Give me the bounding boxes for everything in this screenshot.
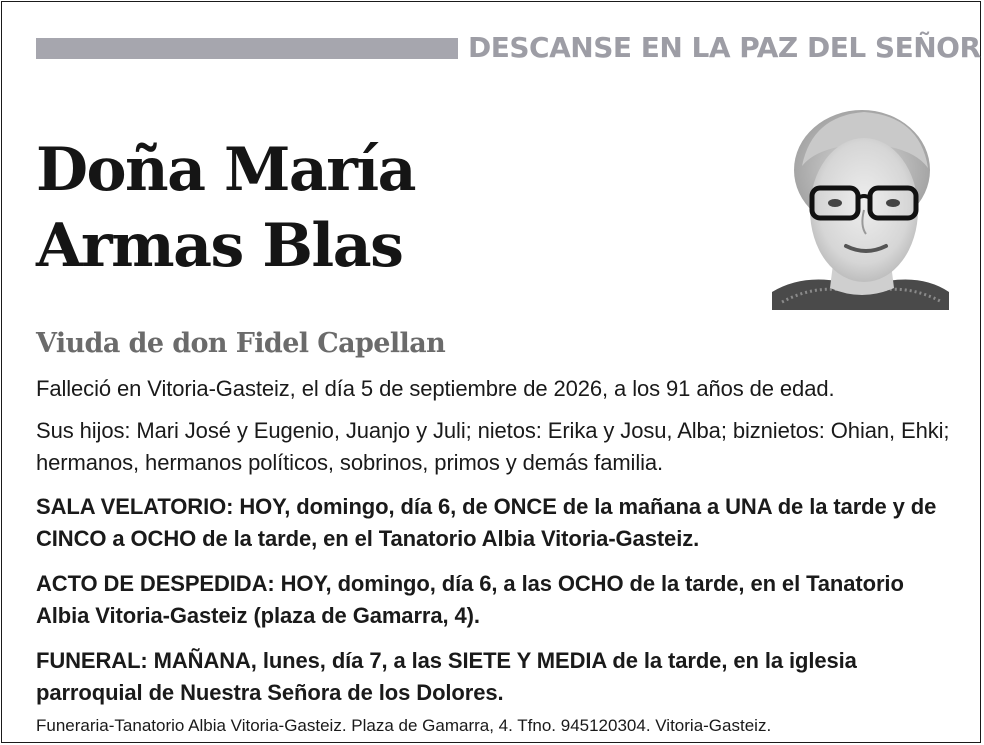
widow-subtitle: Viuda de don Fidel Capellan [36, 328, 446, 359]
name-line-1: Doña María [36, 135, 416, 205]
header-bar [36, 38, 458, 59]
family-list: Sus hijos: Mari José y Eugenio, Juanjo y Juli; nietos: Erika y Josu, Alba; biznietos: Ohian, Ehki; hermanos, hermanos políticos, sobrinos, primos y demás familia. [36, 418, 950, 475]
portrait-photo [772, 106, 949, 310]
name-line-2: Armas Blas [36, 211, 403, 281]
header-title: DESCANSE EN LA PAZ DEL SEÑOR [468, 31, 981, 64]
portrait-illustration [772, 106, 949, 310]
sala-velatorio: SALA VELATORIO: HOY, domingo, día 6, de ONCE de la mañana a UNA de la tarde y de CINCO a OCHO de la tarde, en el Tanatorio Albia Vitoria-Gasteiz. [36, 494, 937, 551]
funeral-home-footer: Funeraria-Tanatorio Albia Vitoria-Gasteiz. Plaza de Gamarra, 4. Tfno. 945120304. Vitoria-Gasteiz. [36, 716, 772, 735]
funeral-notice: FUNERAL: MAÑANA, lunes, día 7, a las SIETE Y MEDIA de la tarde, en la iglesia parroquial de Nuestra Señora de los Dolores. [36, 648, 857, 705]
deceased-name [36, 132, 756, 284]
death-notice: Falleció en Vitoria-Gasteiz, el día 5 de septiembre de 2026, a los 91 años de edad. [36, 376, 835, 401]
acto-despedida: ACTO DE DESPEDIDA: HOY, domingo, día 6, a las OCHO de la tarde, en el Tanatorio Albia Vitoria-Gasteiz (plaza de Gamarra, 4). [36, 571, 904, 628]
